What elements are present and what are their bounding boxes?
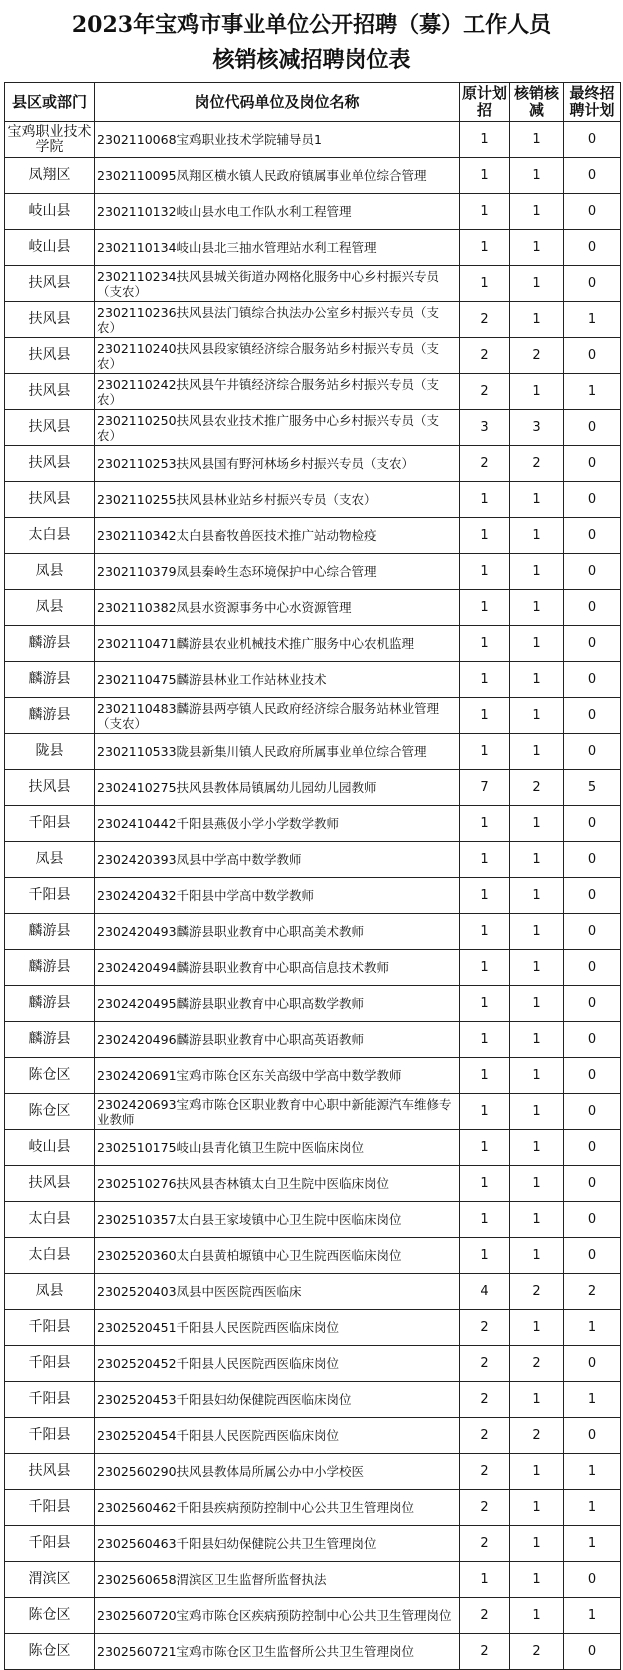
- cut-cell: 1: [510, 1238, 564, 1274]
- post-cell: 2302410275扶风县教体局镇属幼儿园幼儿园教师: [95, 770, 460, 806]
- post-cell: 2302110342太白县畜牧兽医技术推广站动物检疫: [95, 518, 460, 554]
- post-cell: 2302110255扶风县林业站乡村振兴专员（支农）: [95, 482, 460, 518]
- final-plan-cell: 0: [564, 1202, 621, 1238]
- final-plan-cell: 0: [564, 554, 621, 590]
- final-plan-cell: 0: [564, 1058, 621, 1094]
- cut-cell: 1: [510, 950, 564, 986]
- area-cell: 扶风县: [5, 1454, 95, 1490]
- table-row: [5, 446, 621, 482]
- post-cell: 2302520360太白县黄柏塬镇中心卫生院西医临床岗位: [95, 1238, 460, 1274]
- area-cell: 凤县: [5, 590, 95, 626]
- table-row: [5, 266, 621, 302]
- cut-cell: 1: [510, 194, 564, 230]
- table-row: [5, 1238, 621, 1274]
- cut-cell: 1: [510, 662, 564, 698]
- original-plan-cell: 1: [460, 662, 510, 698]
- cut-cell: 1: [510, 1562, 564, 1598]
- table-row: [5, 302, 621, 338]
- cut-cell: 1: [510, 878, 564, 914]
- area-cell: 扶风县: [5, 266, 95, 302]
- cut-cell: 1: [510, 518, 564, 554]
- final-plan-cell: 0: [564, 410, 621, 446]
- cut-cell: 2: [510, 1418, 564, 1454]
- table-row: [5, 194, 621, 230]
- area-cell: 陈仓区: [5, 1634, 95, 1670]
- area-cell: 陈仓区: [5, 1058, 95, 1094]
- final-plan-cell: 1: [564, 1454, 621, 1490]
- post-cell: 2302110234扶风县城关街道办网格化服务中心乡村振兴专员（支农）: [95, 266, 460, 302]
- cut-cell: 1: [510, 734, 564, 770]
- post-cell: 2302110240扶风县段家镇经济综合服务站乡村振兴专员（支农）: [95, 338, 460, 374]
- post-cell: 2302110095凤翔区横水镇人民政府镇属事业单位综合管理: [95, 158, 460, 194]
- area-cell: 扶风县: [5, 446, 95, 482]
- original-plan-cell: 1: [460, 806, 510, 842]
- final-plan-cell: 0: [564, 1634, 621, 1670]
- original-plan-cell: 1: [460, 266, 510, 302]
- table-row: [5, 122, 621, 158]
- original-plan-cell: 1: [460, 1130, 510, 1166]
- post-cell: 2302560721宝鸡市陈仓区卫生监督所公共卫生管理岗位: [95, 1634, 460, 1670]
- table-row: [5, 590, 621, 626]
- area-cell: 麟游县: [5, 950, 95, 986]
- area-cell: 千阳县: [5, 1346, 95, 1382]
- table-row: [5, 770, 621, 806]
- original-plan-cell: 1: [460, 1022, 510, 1058]
- original-plan-cell: 1: [460, 878, 510, 914]
- original-plan-cell: 1: [460, 1202, 510, 1238]
- table-row: [5, 626, 621, 662]
- table-row: [5, 1166, 621, 1202]
- original-plan-cell: 1: [460, 842, 510, 878]
- final-plan-cell: 0: [564, 950, 621, 986]
- original-plan-cell: 1: [460, 482, 510, 518]
- table-row: [5, 1598, 621, 1634]
- area-cell: 麟游县: [5, 626, 95, 662]
- table-row: [5, 1310, 621, 1346]
- final-plan-cell: 0: [564, 1130, 621, 1166]
- original-plan-cell: 2: [460, 338, 510, 374]
- final-plan-cell: 1: [564, 1526, 621, 1562]
- table-row: [5, 1382, 621, 1418]
- original-plan-cell: 1: [460, 698, 510, 734]
- final-plan-cell: 0: [564, 446, 621, 482]
- area-cell: 岐山县: [5, 1130, 95, 1166]
- final-plan-cell: 0: [564, 194, 621, 230]
- post-cell: 2302510357太白县王家堎镇中心卫生院中医临床岗位: [95, 1202, 460, 1238]
- table-row: [5, 230, 621, 266]
- original-plan-cell: 1: [460, 1562, 510, 1598]
- table-row: [5, 986, 621, 1022]
- post-cell: 2302520453千阳县妇幼保健院西医临床岗位: [95, 1382, 460, 1418]
- final-plan-cell: 0: [564, 1418, 621, 1454]
- area-cell: 千阳县: [5, 878, 95, 914]
- cut-cell: 2: [510, 1346, 564, 1382]
- final-plan-cell: 1: [564, 1490, 621, 1526]
- cut-cell: 1: [510, 266, 564, 302]
- final-plan-cell: 0: [564, 1094, 621, 1130]
- cut-cell: 1: [510, 914, 564, 950]
- table-row: [5, 1454, 621, 1490]
- cut-cell: 1: [510, 1202, 564, 1238]
- original-plan-cell: 2: [460, 1310, 510, 1346]
- post-cell: 2302110242扶风县午井镇经济综合服务站乡村振兴专员（支农）: [95, 374, 460, 410]
- post-cell: 2302560290扶风县教体局所属公办中小学校医: [95, 1454, 460, 1490]
- post-cell: 2302560462千阳县疾病预防控制中心公共卫生管理岗位: [95, 1490, 460, 1526]
- cut-cell: 2: [510, 1274, 564, 1310]
- cut-cell: 2: [510, 770, 564, 806]
- post-cell: 2302420432千阳县中学高中数学教师: [95, 878, 460, 914]
- cut-cell: 1: [510, 1598, 564, 1634]
- header-area: 县区或部门: [5, 83, 95, 122]
- table-row: [5, 1022, 621, 1058]
- table-row: [5, 1562, 621, 1598]
- cut-cell: 1: [510, 1166, 564, 1202]
- table-row: [5, 1346, 621, 1382]
- table-row: [5, 1634, 621, 1670]
- final-plan-cell: 0: [564, 590, 621, 626]
- original-plan-cell: 1: [460, 554, 510, 590]
- original-plan-cell: 1: [460, 626, 510, 662]
- post-cell: 2302520403凤县中医医院西医临床: [95, 1274, 460, 1310]
- final-plan-cell: 1: [564, 1598, 621, 1634]
- post-cell: 2302110250扶风县农业技术推广服务中心乡村振兴专员（支农）: [95, 410, 460, 446]
- final-plan-cell: 0: [564, 1022, 621, 1058]
- original-plan-cell: 2: [460, 1490, 510, 1526]
- table-row: [5, 662, 621, 698]
- cut-cell: 1: [510, 1526, 564, 1562]
- original-plan-cell: 1: [460, 986, 510, 1022]
- post-cell: 2302560658渭滨区卫生监督所监督执法: [95, 1562, 460, 1598]
- original-plan-cell: 2: [460, 1598, 510, 1634]
- area-cell: 陈仓区: [5, 1598, 95, 1634]
- post-cell: 2302110483麟游县两亭镇人民政府经济综合服务站林业管理（支农）: [95, 698, 460, 734]
- cut-cell: 1: [510, 1454, 564, 1490]
- area-cell: 扶风县: [5, 770, 95, 806]
- original-plan-cell: 1: [460, 1238, 510, 1274]
- cut-cell: 1: [510, 698, 564, 734]
- original-plan-cell: 2: [460, 446, 510, 482]
- original-plan-cell: 1: [460, 734, 510, 770]
- original-plan-cell: 2: [460, 1382, 510, 1418]
- area-cell: 扶风县: [5, 1166, 95, 1202]
- header-final-plan: 最终招聘计划: [564, 83, 621, 122]
- final-plan-cell: 0: [564, 1166, 621, 1202]
- table-row: [5, 158, 621, 194]
- table-row: [5, 482, 621, 518]
- original-plan-cell: 1: [460, 1058, 510, 1094]
- cut-cell: 1: [510, 230, 564, 266]
- post-cell: 2302110471麟游县农业机械技术推广服务中心农机监理: [95, 626, 460, 662]
- final-plan-cell: 1: [564, 1382, 621, 1418]
- area-cell: 千阳县: [5, 1382, 95, 1418]
- area-cell: 麟游县: [5, 698, 95, 734]
- area-cell: 太白县: [5, 1238, 95, 1274]
- final-plan-cell: 0: [564, 1238, 621, 1274]
- original-plan-cell: 4: [460, 1274, 510, 1310]
- post-cell: 2302420393凤县中学高中数学教师: [95, 842, 460, 878]
- post-cell: 2302420691宝鸡市陈仓区东关高级中学高中数学教师: [95, 1058, 460, 1094]
- final-plan-cell: 0: [564, 626, 621, 662]
- cut-cell: 1: [510, 374, 564, 410]
- final-plan-cell: 0: [564, 122, 621, 158]
- cut-cell: 1: [510, 1490, 564, 1526]
- area-cell: 扶风县: [5, 302, 95, 338]
- table-row: [5, 518, 621, 554]
- area-cell: 麟游县: [5, 1022, 95, 1058]
- final-plan-cell: 2: [564, 1274, 621, 1310]
- original-plan-cell: 2: [460, 1346, 510, 1382]
- area-cell: 凤县: [5, 842, 95, 878]
- post-cell: 2302110253扶风县国有野河林场乡村振兴专员（支农）: [95, 446, 460, 482]
- post-cell: 2302520452千阳县人民医院西医临床岗位: [95, 1346, 460, 1382]
- final-plan-cell: 0: [564, 662, 621, 698]
- table-row: [5, 1202, 621, 1238]
- cut-cell: 1: [510, 986, 564, 1022]
- area-cell: 麟游县: [5, 914, 95, 950]
- final-plan-cell: 0: [564, 914, 621, 950]
- table-row: [5, 1418, 621, 1454]
- final-plan-cell: 0: [564, 518, 621, 554]
- page-subtitle: 核销核减招聘岗位表: [212, 47, 411, 73]
- table-row: [5, 554, 621, 590]
- final-plan-cell: 0: [564, 878, 621, 914]
- table-row: [5, 338, 621, 374]
- original-plan-cell: 2: [460, 1454, 510, 1490]
- cut-cell: 1: [510, 302, 564, 338]
- original-plan-cell: 3: [460, 410, 510, 446]
- final-plan-cell: 0: [564, 1562, 621, 1598]
- final-plan-cell: 0: [564, 986, 621, 1022]
- post-cell: 2302110236扶风县法门镇综合执法办公室乡村振兴专员（支农）: [95, 302, 460, 338]
- area-cell: 陇县: [5, 734, 95, 770]
- table-row: [5, 1490, 621, 1526]
- area-cell: 陈仓区: [5, 1094, 95, 1130]
- post-cell: 2302420495麟游县职业教育中心职高数学教师: [95, 986, 460, 1022]
- final-plan-cell: 1: [564, 374, 621, 410]
- area-cell: 千阳县: [5, 1490, 95, 1526]
- area-cell: 麟游县: [5, 662, 95, 698]
- post-cell: 2302110132岐山县水电工作队水利工程管理: [95, 194, 460, 230]
- cut-cell: 1: [510, 1310, 564, 1346]
- cut-cell: 1: [510, 590, 564, 626]
- post-cell: 2302420496麟游县职业教育中心职高英语教师: [95, 1022, 460, 1058]
- final-plan-cell: 0: [564, 806, 621, 842]
- area-cell: 扶风县: [5, 374, 95, 410]
- table-row: [5, 950, 621, 986]
- original-plan-cell: 2: [460, 1526, 510, 1562]
- table-row: [5, 1130, 621, 1166]
- post-cell: 2302110475麟游县林业工作站林业技术: [95, 662, 460, 698]
- cut-cell: 1: [510, 482, 564, 518]
- final-plan-cell: 0: [564, 698, 621, 734]
- post-cell: 2302410442千阳县燕伋小学小学数学教师: [95, 806, 460, 842]
- area-cell: 凤翔区: [5, 158, 95, 194]
- post-cell: 2302510276扶风县杏林镇太白卫生院中医临床岗位: [95, 1166, 460, 1202]
- table-row: [5, 1274, 621, 1310]
- final-plan-cell: 0: [564, 158, 621, 194]
- original-plan-cell: 1: [460, 122, 510, 158]
- header-cut: 核销核减: [510, 83, 564, 122]
- cut-cell: 1: [510, 122, 564, 158]
- final-plan-cell: 0: [564, 734, 621, 770]
- original-plan-cell: 2: [460, 302, 510, 338]
- original-plan-cell: 1: [460, 158, 510, 194]
- post-cell: 2302420693宝鸡市陈仓区职业教育中心职中新能源汽车维修专业教师: [95, 1094, 460, 1130]
- area-cell: 千阳县: [5, 1310, 95, 1346]
- cut-cell: 2: [510, 1634, 564, 1670]
- area-cell: 麟游县: [5, 986, 95, 1022]
- post-cell: 2302560720宝鸡市陈仓区疾病预防控制中心公共卫生管理岗位: [95, 1598, 460, 1634]
- cut-cell: 1: [510, 1058, 564, 1094]
- original-plan-cell: 2: [460, 374, 510, 410]
- final-plan-cell: 1: [564, 302, 621, 338]
- cut-cell: 1: [510, 626, 564, 662]
- table-row: [5, 806, 621, 842]
- table-row: [5, 842, 621, 878]
- cut-cell: 3: [510, 410, 564, 446]
- area-cell: 岐山县: [5, 194, 95, 230]
- area-cell: 凤县: [5, 554, 95, 590]
- recruitment-table: [4, 82, 621, 1670]
- area-cell: 凤县: [5, 1274, 95, 1310]
- original-plan-cell: 1: [460, 1166, 510, 1202]
- post-cell: 2302110382凤县水资源事务中心水资源管理: [95, 590, 460, 626]
- page-title: 2023年宝鸡市事业单位公开招聘（募）工作人员: [71, 12, 552, 38]
- final-plan-cell: 5: [564, 770, 621, 806]
- post-cell: 2302520454千阳县人民医院西医临床岗位: [95, 1418, 460, 1454]
- post-cell: 2302110134岐山县北三抽水管理站水利工程管理: [95, 230, 460, 266]
- original-plan-cell: 1: [460, 194, 510, 230]
- area-cell: 宝鸡职业技术学院: [5, 122, 95, 158]
- original-plan-cell: 1: [460, 914, 510, 950]
- table-body: [5, 122, 621, 1670]
- final-plan-cell: 0: [564, 230, 621, 266]
- area-cell: 岐山县: [5, 230, 95, 266]
- final-plan-cell: 0: [564, 338, 621, 374]
- area-cell: 太白县: [5, 518, 95, 554]
- area-cell: 扶风县: [5, 410, 95, 446]
- original-plan-cell: 1: [460, 1094, 510, 1130]
- table-row: [5, 1526, 621, 1562]
- final-plan-cell: 0: [564, 1346, 621, 1382]
- cut-cell: 2: [510, 338, 564, 374]
- table-header-row: [5, 83, 621, 122]
- table-row: [5, 698, 621, 734]
- cut-cell: 1: [510, 806, 564, 842]
- cut-cell: 1: [510, 1130, 564, 1166]
- cut-cell: 1: [510, 158, 564, 194]
- post-cell: 2302420494麟游县职业教育中心职高信息技术教师: [95, 950, 460, 986]
- final-plan-cell: 0: [564, 266, 621, 302]
- cut-cell: 1: [510, 554, 564, 590]
- original-plan-cell: 1: [460, 518, 510, 554]
- original-plan-cell: 1: [460, 590, 510, 626]
- cut-cell: 1: [510, 1382, 564, 1418]
- post-cell: 2302560463千阳县妇幼保健院公共卫生管理岗位: [95, 1526, 460, 1562]
- table-row: [5, 1058, 621, 1094]
- area-cell: 千阳县: [5, 1526, 95, 1562]
- final-plan-cell: 0: [564, 842, 621, 878]
- area-cell: 扶风县: [5, 338, 95, 374]
- table-row: [5, 410, 621, 446]
- post-cell: 2302520451千阳县人民医院西医临床岗位: [95, 1310, 460, 1346]
- area-cell: 太白县: [5, 1202, 95, 1238]
- original-plan-cell: 1: [460, 950, 510, 986]
- cut-cell: 1: [510, 1094, 564, 1130]
- cut-cell: 2: [510, 446, 564, 482]
- final-plan-cell: 1: [564, 1310, 621, 1346]
- original-plan-cell: 1: [460, 230, 510, 266]
- post-cell: 2302110533陇县新集川镇人民政府所属事业单位综合管理: [95, 734, 460, 770]
- post-cell: 2302420493麟游县职业教育中心职高美术教师: [95, 914, 460, 950]
- area-cell: 扶风县: [5, 482, 95, 518]
- table-row: [5, 1094, 621, 1130]
- final-plan-cell: 0: [564, 482, 621, 518]
- header-post: 岗位代码单位及岗位名称: [95, 83, 460, 122]
- area-cell: 千阳县: [5, 1418, 95, 1454]
- cut-cell: 1: [510, 842, 564, 878]
- cut-cell: 1: [510, 1022, 564, 1058]
- table-row: [5, 734, 621, 770]
- header-original-plan: 原计划招: [460, 83, 510, 122]
- area-cell: 渭滨区: [5, 1562, 95, 1598]
- post-cell: 2302110379凤县秦岭生态环境保护中心综合管理: [95, 554, 460, 590]
- post-cell: 2302510175岐山县青化镇卫生院中医临床岗位: [95, 1130, 460, 1166]
- original-plan-cell: 7: [460, 770, 510, 806]
- table-row: [5, 374, 621, 410]
- original-plan-cell: 2: [460, 1418, 510, 1454]
- table-row: [5, 914, 621, 950]
- table-row: [5, 878, 621, 914]
- original-plan-cell: 2: [460, 1634, 510, 1670]
- post-cell: 2302110068宝鸡职业技术学院辅导员1: [95, 122, 460, 158]
- area-cell: 千阳县: [5, 806, 95, 842]
